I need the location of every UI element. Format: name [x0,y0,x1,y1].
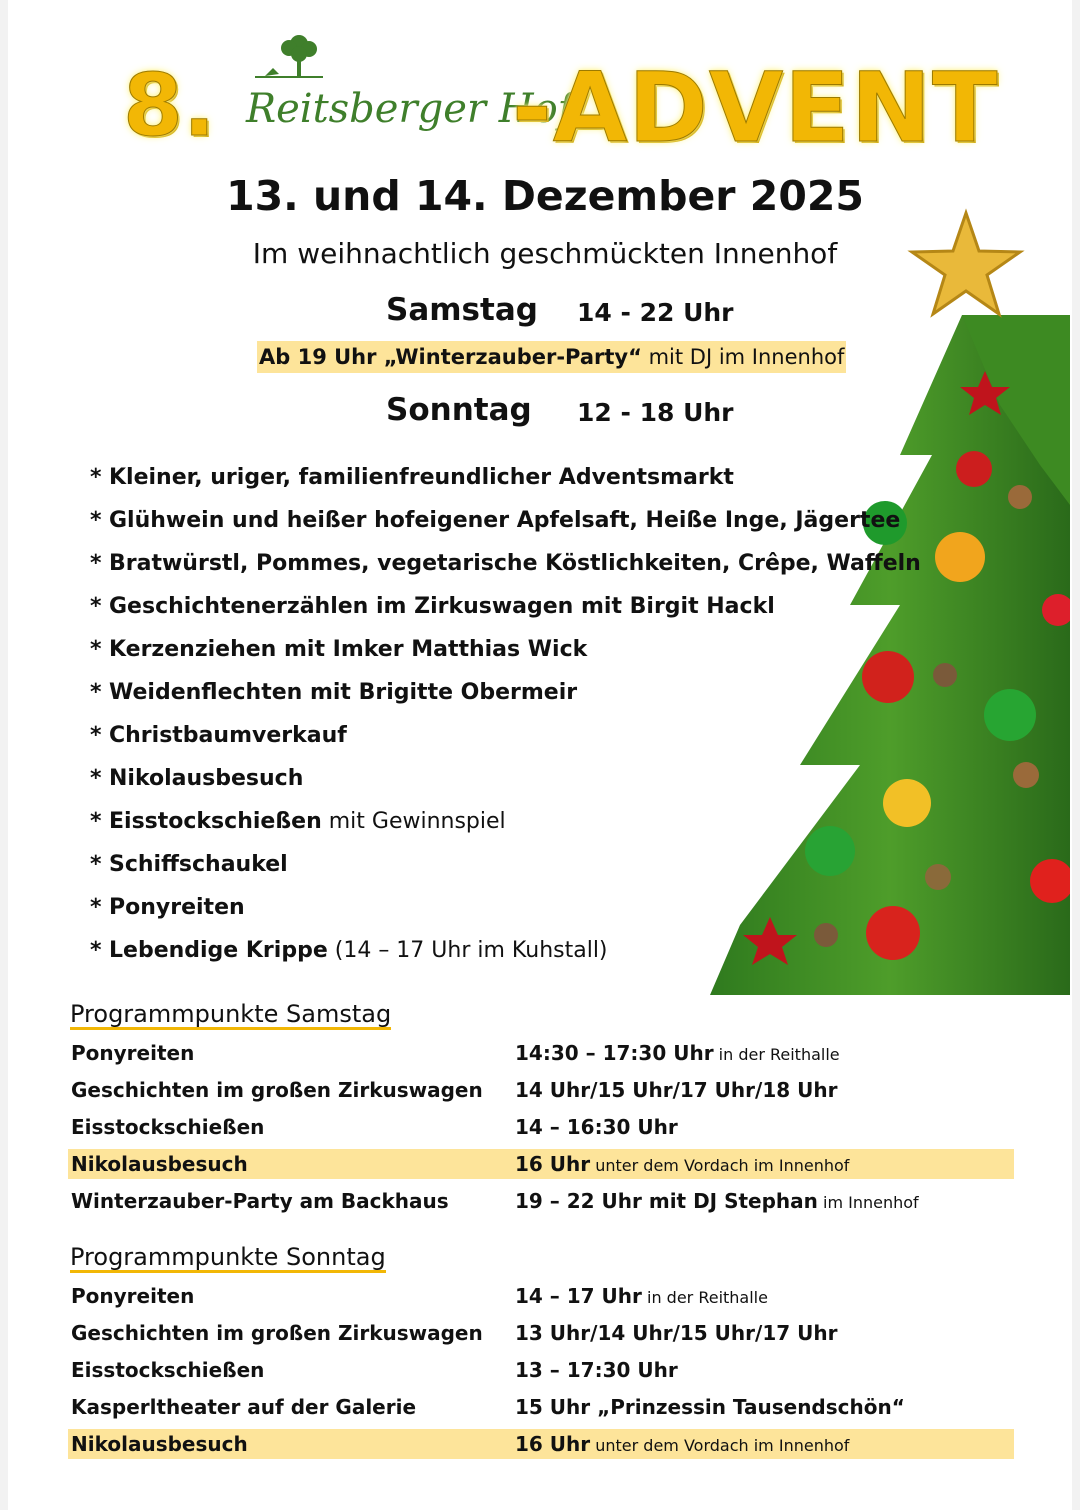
table-row: Geschichten im großen Zirkuswagen 13 Uhr/14 Uhr/15 Uhr/17 Uhr [71,1321,838,1345]
saturday-hours: 14 - 22 Uhr [577,298,734,327]
sunday-hours: 12 - 18 Uhr [577,398,734,427]
table-row-highlight: Nikolausbesuch 16 Uhr unter dem Vordach im Innenhof [68,1149,1014,1179]
brand-logo-text: Reitsberger Hof [246,86,573,132]
table-row: Kasperltheater auf der Galerie 15 Uhr „Prinzessin Tausendschön“ [71,1395,905,1419]
table-row: Eisstockschießen 14 – 16:30 Uhr [71,1115,678,1139]
table-row: Ponyreiten 14:30 – 17:30 Uhr in der Reithalle [71,1041,840,1065]
sunday-label: Sonntag [386,392,532,428]
program-saturday-title: Programmpunkte Samstag [70,1000,392,1028]
list-item: * Bratwürstl, Pommes, vegetarische Köstlichkeiten, Crêpe, Waffeln [90,551,921,576]
table-row: Geschichten im großen Zirkuswagen 14 Uhr/15 Uhr/17 Uhr/18 Uhr [71,1078,838,1102]
table-row: Eisstockschießen 13 – 17:30 Uhr [71,1358,678,1382]
list-item: * Glühwein und heißer hofeigener Apfelsaft, Heiße Inge, Jägertee [90,508,901,533]
list-item: * Ponyreiten [90,895,245,920]
list-item: * Kerzenziehen mit Imker Matthias Wick [90,637,588,662]
list-item: * Kleiner, uriger, familienfreundlicher Adventsmarkt [90,465,734,490]
party-main: Ab 19 Uhr „Winterzauber-Party“ [259,345,642,369]
event-date: 13. und 14. Dezember 2025 [226,172,864,220]
logo-tree-icon [255,30,325,80]
list-item: * Weidenflechten mit Brigitte Obermeir [90,680,578,705]
edition-number: 8. [123,56,216,156]
table-row: Winterzauber-Party am Backhaus 19 – 22 Uhr mit DJ Stephan im Innenhof [71,1189,919,1213]
list-item: * Christbaumverkauf [90,723,347,748]
list-item: * Geschichtenerzählen im Zirkuswagen mit Birgit Hackl [90,594,775,619]
table-row: Ponyreiten 14 – 17 Uhr in der Reithalle [71,1284,768,1308]
list-item: * Eisstockschießen mit Gewinnspiel [90,809,506,834]
attractions-list [90,460,921,976]
list-item: * Lebendige Krippe (14 – 17 Uhr im Kuhstall) [90,938,608,963]
advent-title: -ADVENT [512,52,999,164]
program-sunday-title: Programmpunkte Sonntag [70,1243,386,1271]
list-item: * Nikolausbesuch [90,766,304,791]
saturday-label: Samstag [386,292,538,328]
party-rest: mit DJ im Innenhof [641,345,845,369]
event-venue: Im weihnachtlich geschmückten Innenhof [252,237,838,270]
table-row-highlight: Nikolausbesuch 16 Uhr unter dem Vordach im Innenhof [68,1429,1014,1459]
list-item: * Schiffschaukel [90,852,288,877]
